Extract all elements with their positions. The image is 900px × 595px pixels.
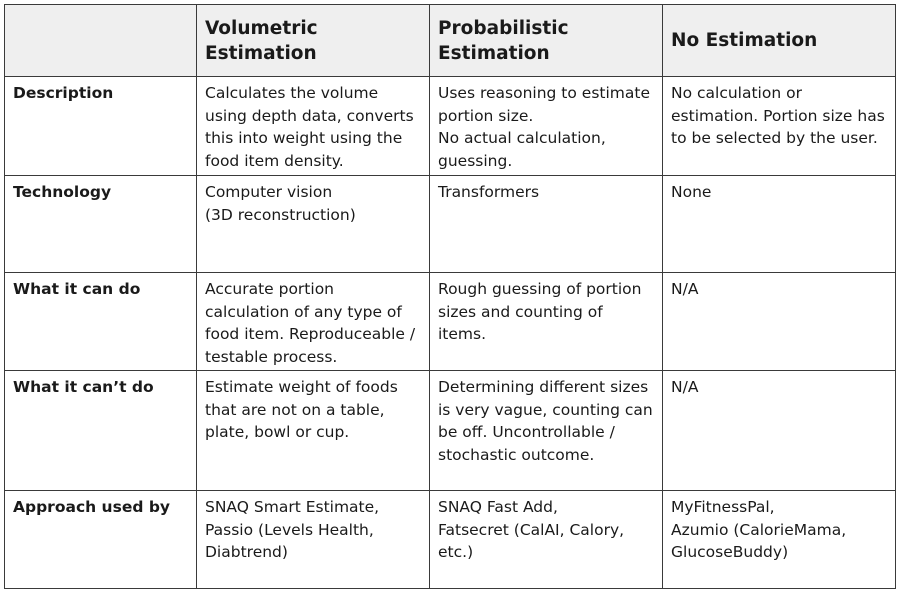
table-row-description	[5, 77, 896, 176]
header-volumetric-estimation: Volumetric Estimation	[197, 5, 430, 77]
table-row-technology	[5, 176, 896, 273]
row-label-technology: Technology	[5, 176, 197, 273]
cell-description-none: No calculation or estimation. Portion size has to be selected by the user.	[663, 77, 896, 176]
cell-can-do-none: N/A	[663, 273, 896, 371]
cell-cant-do-volumetric: Estimate weight of foods that are not on a table, plate, bowl or cup.	[197, 371, 430, 491]
cell-can-do-volumetric: Accurate portion calculation of any type of food item. Reproduceable / testable process.	[197, 273, 430, 371]
header-no-estimation: No Estimation	[663, 5, 896, 77]
header-probabilistic-estimation: Probabilistic Estimation	[430, 5, 663, 77]
cell-technology-probabilistic: Transformers	[430, 176, 663, 273]
cell-technology-none: None	[663, 176, 896, 273]
row-label-description: Description	[5, 77, 197, 176]
row-label-approach-used-by: Approach used by	[5, 491, 197, 589]
cell-description-probabilistic: Uses reasoning to estimate portion size. No actual calculation, guessing.	[430, 77, 663, 176]
header-corner	[5, 5, 197, 77]
cell-description-volumetric: Calculates the volume using depth data, converts this into weight using the food item density.	[197, 77, 430, 176]
table-row-what-it-can-do	[5, 273, 896, 371]
header-row	[5, 5, 896, 77]
table-row-approach-used-by	[5, 491, 896, 589]
row-label-what-it-can-do: What it can do	[5, 273, 197, 371]
comparison-table	[4, 4, 896, 589]
cell-technology-volumetric: Computer vision (3D reconstruction)	[197, 176, 430, 273]
table-row-what-it-cant-do	[5, 371, 896, 491]
cell-can-do-probabilistic: Rough guessing of portion sizes and counting of items.	[430, 273, 663, 371]
cell-cant-do-probabilistic: Determining different sizes is very vague, counting can be off. Uncontrollable / stochastic outcome.	[430, 371, 663, 491]
cell-approach-volumetric: SNAQ Smart Estimate, Passio (Levels Health, Diabtrend)	[197, 491, 430, 589]
row-label-what-it-cant-do: What it can’t do	[5, 371, 197, 491]
cell-approach-probabilistic: SNAQ Fast Add, Fatsecret (CalAI, Calory, etc.)	[430, 491, 663, 589]
cell-approach-none: MyFitnessPal, Azumio (CalorieMama, GlucoseBuddy)	[663, 491, 896, 589]
cell-cant-do-none: N/A	[663, 371, 896, 491]
